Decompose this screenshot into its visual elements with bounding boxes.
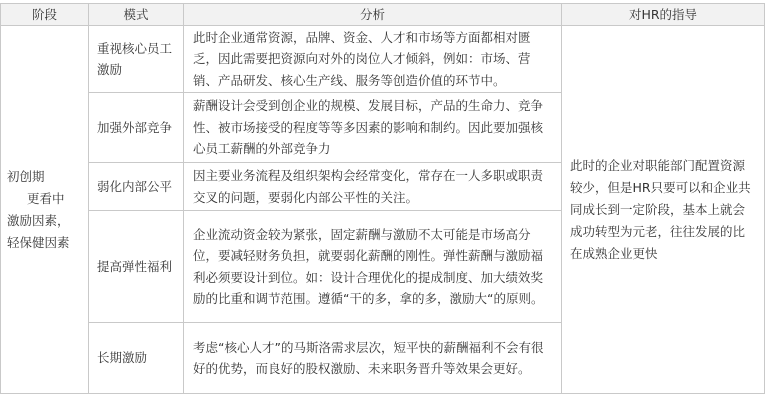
stage-line-2: 更看中 xyxy=(27,190,65,206)
stage-line-3: 激励因素， xyxy=(7,212,70,228)
hr-guide-cell: 此时的企业对职能部门配置资源较少，但是HR只要可以和企业共同成长到一定阶段，基本上就会成功转型为元老，往往发展的比在成熟企业更快 xyxy=(562,26,765,394)
header-hr-guide: 对HR的指导 xyxy=(562,4,765,26)
mode-cell: 提高弹性福利 xyxy=(89,211,184,323)
mode-cell: 长期激励 xyxy=(89,323,184,394)
analysis-cell: 薪酬设计会受到创企业的规模、发展目标，产品的生命力、竞争性、被市场接受的程度等等多因素的影响和制约。因此要加强核心员工薪酬的外部竞争力 xyxy=(184,93,562,163)
header-analysis: 分析 xyxy=(184,4,562,26)
stage-line-1: 初创期 xyxy=(7,168,45,184)
stage-line-4: 轻保健因素 xyxy=(7,234,70,250)
analysis-cell: 因主要业务流程及组织架构会经常变化，常存在一人多职或职责交叉的问题，要弱化内部公平性的关注。 xyxy=(184,163,562,211)
analysis-cell: 考虑“核心人才”的马斯洛需求层次，短平快的薪酬福利不会有很好的优势，而良好的股权激励、未来职务晋升等效果会更好。 xyxy=(184,323,562,394)
hr-strategy-table xyxy=(0,3,765,394)
table-row xyxy=(1,26,765,93)
analysis-cell: 企业流动资金较为紧张，固定薪酬与激励不太可能是市场高分位，要减轻财务负担，就要弱化薪酬的刚性。弹性薪酬与激励福利必须要设计到位。如：设计合理优化的提成制度、加大绩效奖励的比重和调节范围。遵循“干的多，拿的多，激励大“的原则。 xyxy=(184,211,562,323)
mode-cell: 弱化内部公平 xyxy=(89,163,184,211)
mode-cell: 加强外部竞争 xyxy=(89,93,184,163)
mode-cell: 重视核心员工激励 xyxy=(89,26,184,93)
table-header-row xyxy=(1,4,765,26)
analysis-cell: 此时企业通常资源，品牌、资金、人才和市场等方面都相对匮乏，因此需要把资源向对外的岗位人才倾斜，例如：市场、营销、产品研发、核心生产线、服务等创造价值的环节中。 xyxy=(184,26,562,93)
header-mode: 模式 xyxy=(89,4,184,26)
stage-cell xyxy=(1,26,89,394)
header-stage: 阶段 xyxy=(1,4,89,26)
